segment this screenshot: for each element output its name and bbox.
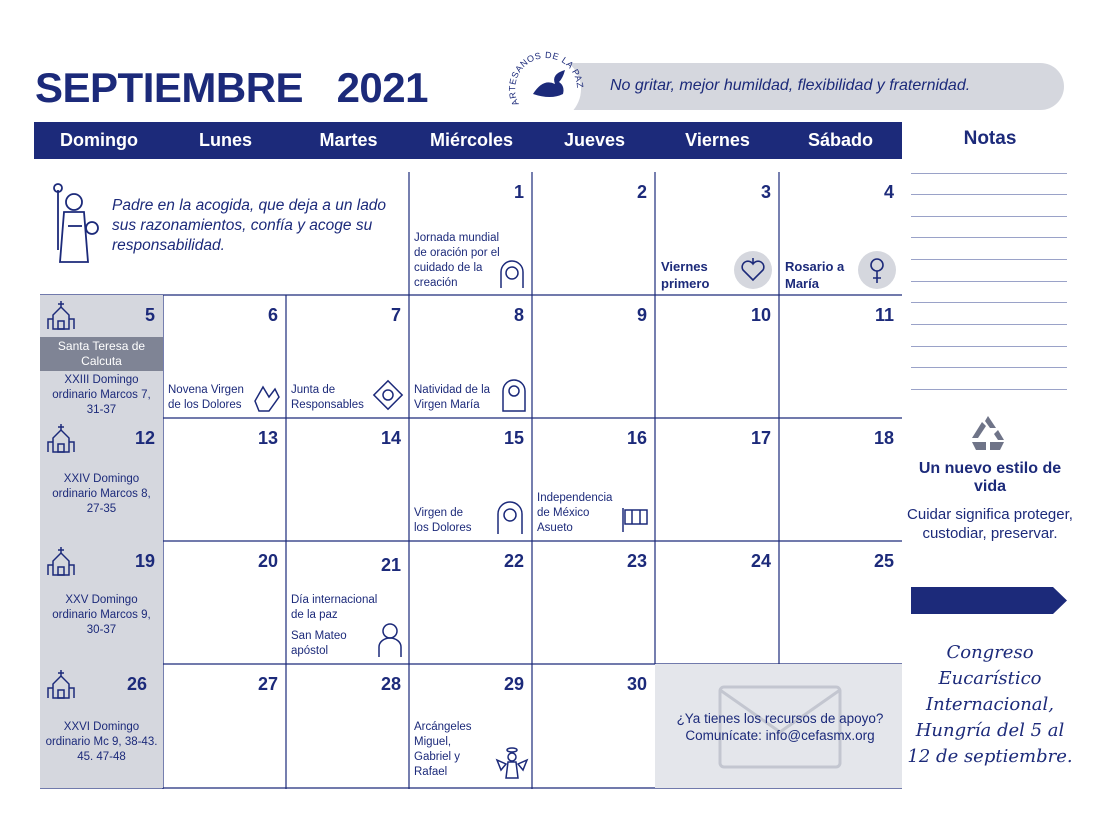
day-cell-19[interactable] (40, 541, 163, 664)
day-cell-5[interactable] (40, 295, 163, 418)
day-number: 28 (380, 674, 401, 694)
day-number: 15 (503, 428, 524, 448)
weekday-saturday: Sábado (807, 130, 873, 150)
weekday-tuesday: Martes (319, 130, 378, 150)
day-cell-16[interactable] (532, 418, 655, 541)
day-number: 5 (144, 305, 155, 325)
recycle-icon (968, 414, 1008, 452)
day-cell-24[interactable] (655, 541, 779, 664)
sidebar-title: Un nuevo estilo de vida (918, 460, 1062, 495)
resources-question: ¿Ya tienes los recursos de apoyo? (676, 711, 884, 726)
day-cell-28[interactable] (286, 664, 409, 788)
rosary-icon (857, 250, 897, 290)
day-number: 22 (503, 551, 524, 571)
day-number: 13 (257, 428, 278, 448)
day-cell-14[interactable] (286, 418, 409, 541)
day-cell-4[interactable] (779, 172, 902, 295)
day-number: 10 (750, 305, 771, 325)
saint-joseph-icon (46, 182, 102, 266)
day-event: Día internacional de la paz (291, 594, 378, 621)
weekday-wednesday: Miércoles (429, 130, 514, 150)
day-cell-6[interactable] (163, 295, 286, 418)
day-cell-25[interactable] (779, 541, 902, 664)
month-title: SEPTIEMBRE 2021 (35, 64, 428, 111)
church-icon (46, 422, 76, 454)
church-icon (46, 668, 76, 700)
day-number: 14 (380, 428, 401, 448)
day-cell-17[interactable] (655, 418, 779, 541)
day-number: 21 (380, 555, 401, 575)
feast-label: Santa Teresa de Calcuta (40, 337, 163, 371)
day-event: Virgen de los Dolores (414, 507, 472, 534)
day-number: 24 (750, 551, 771, 571)
svg-text:ARTESANOS DE LA PAZ: ARTESANOS DE LA PAZ (507, 49, 586, 108)
day-number: 7 (390, 305, 401, 325)
day-cell-18[interactable] (779, 418, 902, 541)
day-number: 17 (750, 428, 771, 448)
day-cell-20[interactable] (163, 541, 286, 664)
resources-text (670, 710, 890, 744)
day-cell-9[interactable] (532, 295, 655, 418)
day-number: 25 (873, 551, 894, 571)
calendar-grid (40, 172, 902, 789)
day-cell-3[interactable] (655, 172, 779, 295)
weekday-header (34, 122, 902, 159)
day-number: 29 (503, 674, 524, 694)
church-icon (46, 299, 76, 331)
intro-quote: Padre en la acogida, que deja a un lado sus razonamientos, confía y acoge su responsabilidad. (112, 197, 387, 254)
sorrowful-virgin-icon (495, 500, 525, 536)
angel-icon (495, 746, 529, 780)
day-cell-29[interactable] (409, 664, 532, 788)
day-number: 18 (873, 428, 894, 448)
day-cell-10[interactable] (655, 295, 779, 418)
day-number: 16 (626, 428, 647, 448)
day-cell-21[interactable] (286, 541, 409, 664)
artesanos-logo (505, 46, 591, 132)
day-number: 8 (513, 305, 524, 325)
day-number: 11 (874, 305, 894, 325)
virgin-icon (497, 258, 527, 290)
day-number: 4 (883, 182, 894, 202)
day-event: Jornada mundial de oración por el cuidado de la creación (414, 232, 500, 289)
weekday-sunday: Domingo (60, 130, 138, 150)
day-event: Junta de Responsables (291, 384, 364, 411)
day-cell-30[interactable] (532, 664, 655, 788)
resources-contact[interactable]: Comunícate: info@cefasmx.org (685, 728, 875, 743)
day-event: Natividad de la Virgen María (414, 384, 491, 411)
sacred-heart-icon (733, 250, 773, 290)
day-number: 19 (134, 551, 155, 571)
day-number: 1 (513, 182, 524, 202)
day-number: 26 (126, 674, 147, 694)
day-cell-12[interactable] (40, 418, 163, 541)
sunday-reading: XXVI Domingo ordinario Mc 9, 38-43. 45. 47-48 (45, 721, 158, 763)
day-cell-15[interactable] (409, 418, 532, 541)
day-event-secondary: San Mateo apóstol (291, 630, 347, 657)
congress-note: Congreso Eucarístico Internacional, Hungría del 5 al 12 de septiembre. (907, 642, 1073, 767)
team-hands-icon (370, 377, 406, 413)
saint-matthew-icon (376, 621, 404, 659)
day-cell-22[interactable] (409, 541, 532, 664)
notes-title: Notas (963, 128, 1017, 149)
day-event: Viernes primero (661, 259, 710, 291)
mary-icon (501, 377, 527, 413)
sunday-reading: XXIII Domingo ordinario Marcos 7, 31-37 (52, 374, 151, 416)
sunday-reading: XXIV Domingo ordinario Marcos 8, 27-35 (52, 473, 151, 515)
weekday-friday: Viernes (685, 130, 750, 150)
day-number: 9 (636, 305, 647, 325)
day-event: Novena Virgen de los Dolores (168, 384, 244, 411)
weekday-thursday: Jueves (563, 130, 626, 150)
day-number: 6 (267, 305, 278, 325)
day-number: 30 (626, 674, 647, 694)
day-number: 12 (134, 428, 155, 448)
sunday-reading: XXV Domingo ordinario Marcos 9, 30-37 (52, 594, 151, 636)
day-cell-7[interactable] (286, 295, 409, 418)
weekday-monday: Lunes (198, 130, 252, 150)
sidebar-text: Cuidar significa proteger, custodiar, preservar. (907, 506, 1073, 542)
day-cell-11[interactable] (779, 295, 902, 418)
day-number: 3 (760, 182, 771, 202)
praying-hands-icon (251, 383, 281, 413)
day-number: 2 (636, 182, 647, 202)
mexico-flag-icon (620, 506, 650, 534)
day-cell-2[interactable] (532, 172, 655, 295)
day-cell-8[interactable] (409, 295, 532, 418)
day-event: Rosario a María (785, 259, 845, 291)
arrow-banner (911, 587, 1067, 614)
day-event: Independencia de México Asueto (537, 492, 613, 534)
day-cell-1[interactable] (409, 172, 532, 295)
day-event: Arcángeles Miguel, Gabriel y Rafael (414, 721, 472, 778)
day-number: 20 (257, 551, 278, 571)
day-cell-23[interactable] (532, 541, 655, 664)
motto-text: No gritar, mejor humildad, flexibilidad y fraternidad. (610, 77, 971, 94)
day-number: 23 (626, 551, 647, 571)
day-cell-27[interactable] (163, 664, 286, 788)
church-icon (46, 545, 76, 577)
day-number: 27 (257, 674, 278, 694)
day-cell-26[interactable] (40, 664, 163, 788)
day-cell-13[interactable] (163, 418, 286, 541)
